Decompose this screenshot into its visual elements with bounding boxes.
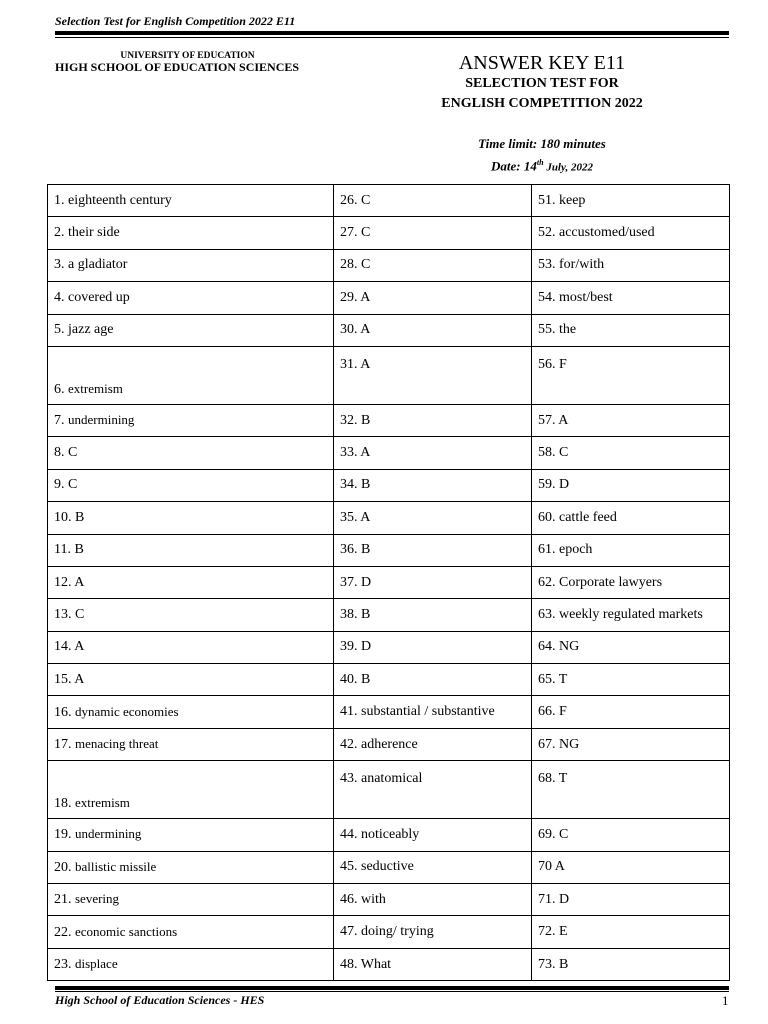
answer-text: displace [75, 956, 118, 971]
date-prefix: Date: 14 [491, 158, 537, 174]
date-rest: July, 2022 [543, 161, 593, 174]
table-row [48, 696, 730, 728]
question-number: 46. [340, 891, 358, 907]
question-number: 56. [538, 356, 556, 372]
answer-text: economic sanctions [75, 923, 178, 939]
answer-text: C [75, 606, 85, 622]
answer-cell [532, 819, 730, 851]
answer-table [47, 184, 730, 981]
answer-cell [334, 566, 532, 598]
answer-text: jazz age [68, 322, 114, 338]
answer-text: B [74, 542, 84, 558]
question-number: 48. [340, 956, 358, 972]
answer-cell [532, 217, 730, 249]
answer-text: A [558, 412, 569, 428]
time-limit: Time limit: 180 minutes [478, 136, 606, 151]
answer-text: C [68, 477, 78, 493]
school-name: HIGH SCHOOL OF EDUCATION SCIENCES [55, 60, 300, 74]
question-number: 5. [54, 322, 65, 338]
question-number: 18. [54, 796, 72, 812]
answer-cell [532, 534, 730, 566]
answer-cell [334, 664, 532, 696]
answer-cell [334, 631, 532, 663]
answer-cell [48, 728, 334, 760]
answer-text: B [361, 606, 371, 622]
question-number: 52. [538, 225, 556, 241]
answer-cell [48, 664, 334, 696]
table-row [48, 566, 730, 598]
table-row [48, 819, 730, 851]
answer-cell [48, 469, 334, 501]
question-number: 65. [538, 671, 556, 687]
answer-cell [334, 217, 532, 249]
question-number: 17. [54, 737, 72, 753]
answer-text: anatomical [361, 771, 423, 787]
question-number: 30. [340, 322, 358, 338]
table-row [48, 884, 730, 916]
answer-text: a gladiator [68, 257, 128, 273]
answer-text: A [360, 322, 371, 338]
table-row [48, 851, 730, 883]
answer-cell [48, 761, 334, 819]
question-number: 7. [54, 413, 65, 429]
question-number: 44. [340, 826, 358, 842]
answer-cell [334, 404, 532, 436]
question-number: 45. [340, 859, 358, 875]
question-number: 67. [538, 736, 556, 752]
question-number: 39. [340, 639, 358, 655]
answer-cell [532, 851, 730, 883]
question-number: 13. [54, 606, 72, 622]
question-number: 58. [538, 445, 556, 461]
answer-text: B [361, 542, 371, 558]
question-number: 15. [54, 671, 72, 687]
answer-text: C [361, 225, 371, 241]
question-number: 23. [54, 957, 72, 972]
answer-cell [48, 819, 334, 851]
question-number: 73. [538, 956, 556, 972]
test-date [400, 153, 684, 177]
question-number: 38. [340, 606, 358, 622]
answer-cell [48, 502, 334, 534]
question-number: 61. [538, 542, 556, 558]
answer-text: F [559, 356, 567, 372]
answer-cell [48, 851, 334, 883]
university-name: UNIVERSITY OF EDUCATION [120, 51, 255, 61]
answer-cell [532, 599, 730, 631]
answer-cell [532, 404, 730, 436]
table-row [48, 631, 730, 663]
answer-cell [532, 948, 730, 980]
question-number: 62. [538, 574, 556, 590]
table-row [48, 185, 730, 217]
question-number: 34. [340, 477, 358, 493]
answer-text: epoch [559, 542, 593, 558]
question-number: 28. [340, 257, 358, 273]
answer-cell [48, 249, 334, 281]
table-row [48, 599, 730, 631]
answer-text: B [559, 956, 569, 972]
answer-cell [48, 948, 334, 980]
answer-cell [48, 346, 334, 404]
table-row [48, 282, 730, 314]
question-number: 6. [54, 381, 65, 397]
answer-cell [532, 185, 730, 217]
table-row [48, 761, 730, 819]
answer-cell [532, 249, 730, 281]
answer-cell [48, 185, 334, 217]
question-number: 31. [340, 356, 358, 372]
answer-text: substantial / substantive [361, 704, 495, 720]
answer-cell [48, 437, 334, 469]
answer-cell [48, 631, 334, 663]
question-number: 64. [538, 639, 556, 655]
table-row [48, 404, 730, 436]
answer-text: ballistic missile [75, 858, 157, 874]
answer-text: D [361, 574, 372, 590]
answer-text: seductive [361, 859, 414, 875]
answer-cell [334, 282, 532, 314]
question-number: 27. [340, 225, 358, 241]
question-number: 66. [538, 704, 556, 720]
question-number: 60. [538, 509, 556, 525]
answer-cell [334, 346, 532, 404]
answer-text: D [361, 639, 372, 655]
answer-cell [334, 314, 532, 346]
table-row [48, 664, 730, 696]
table-row [48, 502, 730, 534]
answer-cell [48, 534, 334, 566]
answer-cell [334, 948, 532, 980]
table-row [48, 916, 730, 948]
question-number: 68. [538, 771, 556, 787]
answer-cell [334, 469, 532, 501]
footer-rule [55, 986, 729, 990]
question-number: 16. [54, 704, 72, 720]
answer-text: dynamic economies [75, 703, 179, 719]
answer-cell [334, 437, 532, 469]
answer-text: weekly regulated markets [559, 606, 703, 622]
answer-text: A [360, 356, 371, 372]
page-number: 1 [722, 993, 729, 1008]
header-rule [55, 31, 729, 35]
answer-text: A [74, 671, 85, 687]
answer-text: noticeably [361, 826, 420, 842]
answer-cell [532, 437, 730, 469]
title-block [400, 52, 684, 177]
table-row [48, 249, 730, 281]
question-number: 53. [538, 257, 556, 273]
question-number: 29. [340, 289, 358, 305]
question-number: 37. [340, 574, 358, 590]
answer-text: NG [559, 639, 580, 655]
answer-cell [532, 916, 730, 948]
table-row [48, 948, 730, 980]
answer-cell [532, 761, 730, 819]
question-number: 63. [538, 606, 556, 622]
answer-cell [334, 761, 532, 819]
question-number: 9. [54, 477, 65, 493]
answer-cell [334, 599, 532, 631]
answer-text: B [361, 412, 371, 428]
answer-text: A [360, 289, 371, 305]
answer-cell [532, 664, 730, 696]
question-number: 10. [54, 509, 72, 525]
question-number: 41. [340, 704, 358, 720]
answer-text: menacing threat [75, 736, 159, 752]
answer-cell [48, 282, 334, 314]
answer-cell [334, 819, 532, 851]
answer-text: What [360, 956, 392, 972]
question-number: 59. [538, 477, 556, 493]
answer-cell [532, 282, 730, 314]
answer-key-title: ANSWER KEY E11 [458, 52, 626, 74]
question-number: 47. [340, 924, 358, 940]
answer-cell [334, 728, 532, 760]
answer-cell [48, 217, 334, 249]
answer-text: C [361, 257, 371, 273]
answer-text: their side [68, 225, 120, 241]
answer-cell [532, 346, 730, 404]
answer-cell [48, 696, 334, 728]
answer-cell [532, 631, 730, 663]
answer-cell [532, 566, 730, 598]
answer-cell [334, 534, 532, 566]
answer-text: extremism [68, 380, 123, 396]
answer-cell [48, 404, 334, 436]
answer-text: adherence [361, 736, 418, 752]
answer-cell [48, 566, 334, 598]
question-number: 51. [538, 192, 556, 208]
answer-cell [532, 696, 730, 728]
answer-text: NG [559, 736, 580, 752]
table-row [48, 217, 730, 249]
answer-text: T [558, 771, 568, 787]
answer-text: E [559, 924, 568, 940]
answer-text: A [74, 574, 85, 590]
question-number: 72. [538, 924, 556, 940]
answer-cell [334, 185, 532, 217]
answer-text: C [559, 445, 569, 461]
answer-text: covered up [68, 289, 130, 305]
answer-text: C [559, 826, 569, 842]
question-number: 32. [340, 412, 358, 428]
question-number: 3. [54, 257, 65, 273]
question-number: 20. [54, 859, 72, 875]
table-row [48, 469, 730, 501]
footer-rule-thin [55, 991, 729, 992]
answer-text: the [559, 322, 577, 338]
answer-text: C [68, 445, 78, 461]
question-number: 22. [54, 924, 72, 940]
table-row [48, 728, 730, 760]
answer-cell [334, 249, 532, 281]
question-number: 33. [340, 445, 358, 461]
answer-cell [48, 599, 334, 631]
answer-text: accustomed/used [559, 225, 655, 241]
answer-cell [532, 884, 730, 916]
subtitle-line-2: ENGLISH COMPETITION 2022 [441, 96, 643, 111]
answer-text: A [360, 509, 371, 525]
answer-cell [334, 916, 532, 948]
answer-text: cattle feed [559, 509, 617, 525]
answer-text: B [361, 671, 371, 687]
running-header: Selection Test for English Competition 2022 E11 [55, 14, 296, 28]
answer-text: most/best [559, 289, 613, 305]
question-number: 54. [538, 289, 556, 305]
answer-text: severing [75, 891, 120, 907]
question-number: 12. [54, 574, 72, 590]
question-number: 2. [54, 225, 65, 241]
subtitle-line-1: SELECTION TEST FOR [465, 76, 619, 91]
answer-text: undermining [68, 412, 135, 428]
question-number: 21. [54, 892, 72, 908]
question-number: 40. [340, 671, 358, 687]
question-number: 14. [54, 639, 72, 655]
question-number: 4. [54, 289, 65, 305]
answer-text: Corporate lawyers [559, 574, 663, 590]
question-number: 71. [538, 891, 556, 907]
answer-text: with [361, 891, 386, 907]
answer-cell [48, 884, 334, 916]
answer-text: undermining [75, 826, 142, 842]
answer-text: for/with [559, 257, 605, 273]
answer-cell [532, 728, 730, 760]
answer-text: A [554, 859, 565, 875]
answer-text: T [558, 671, 568, 687]
question-number: 42. [340, 736, 358, 752]
answer-cell [334, 696, 532, 728]
answer-cell [532, 469, 730, 501]
table-row [48, 534, 730, 566]
table-row [48, 314, 730, 346]
answer-cell [334, 502, 532, 534]
answer-text: D [559, 891, 570, 907]
answer-text: B [75, 509, 85, 525]
running-footer: High School of Education Sciences - HES [55, 993, 265, 1007]
question-number: 11. [54, 542, 71, 558]
answer-text: F [559, 704, 567, 720]
answer-text: doing/ trying [361, 924, 434, 940]
answer-text: A [74, 639, 85, 655]
answer-cell [334, 884, 532, 916]
answer-cell [532, 314, 730, 346]
question-number: 55. [538, 322, 556, 338]
answer-text: eighteenth century [68, 192, 172, 208]
question-number: 43. [340, 771, 358, 787]
answer-text: D [559, 477, 570, 493]
answer-text: B [361, 477, 371, 493]
answer-text: keep [559, 192, 586, 208]
answer-cell [532, 502, 730, 534]
question-number: 8. [54, 445, 65, 461]
question-number: 36. [340, 542, 358, 558]
answer-text: extremism [75, 795, 130, 811]
answer-text: A [360, 445, 371, 461]
table-row [48, 437, 730, 469]
date-suffix: th [536, 158, 544, 167]
question-number: 26. [340, 192, 358, 208]
question-number: 57. [538, 412, 556, 428]
answer-cell [48, 314, 334, 346]
header-rule-thin [55, 37, 729, 38]
answer-text: C [361, 192, 371, 208]
answer-cell [334, 851, 532, 883]
question-number: 70 [538, 859, 552, 875]
table-row [48, 346, 730, 404]
question-number: 1. [54, 192, 65, 208]
question-number: 35. [340, 509, 358, 525]
question-number: 69. [538, 826, 556, 842]
question-number: 19. [54, 827, 72, 843]
answer-cell [48, 916, 334, 948]
